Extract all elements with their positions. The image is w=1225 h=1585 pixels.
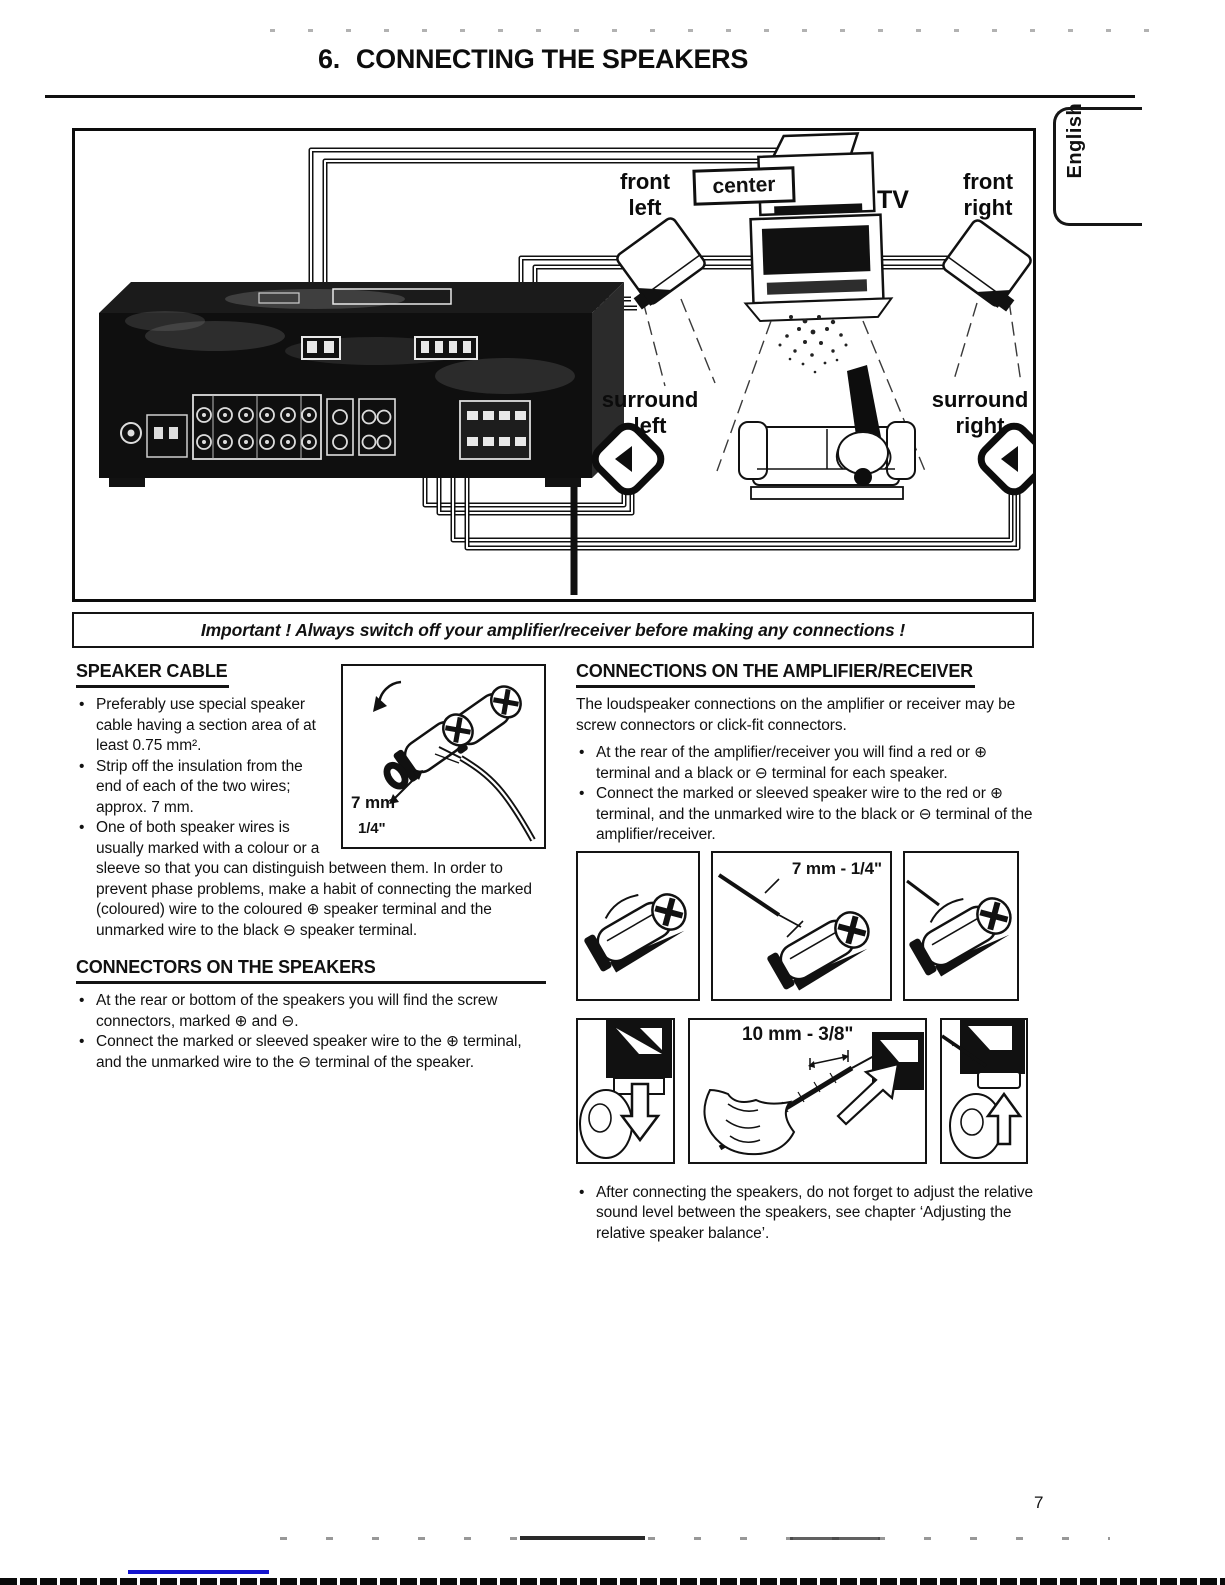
cable-strip-length-inch-label: 1/4"	[358, 819, 386, 837]
page-number: 7	[1034, 1493, 1044, 1512]
cable-strip-length-label: 7 mm	[351, 792, 396, 812]
label-front-right: front right	[962, 169, 1014, 220]
after-note	[576, 1183, 1034, 1245]
page-title	[318, 44, 748, 75]
figure-panel	[903, 851, 1019, 1001]
amplifier-rear-panel	[99, 282, 624, 487]
label-tv: TV	[877, 186, 909, 214]
screw-connector-figure	[576, 851, 1034, 1001]
connections-bullets	[576, 743, 1034, 846]
connections-intro: The loudspeaker connections on the amplifier or receiver may be screw connectors or click-fit connectors.	[576, 696, 1016, 734]
tv-with-center-speaker	[740, 132, 892, 321]
connectors-bullets	[76, 991, 546, 1073]
list-item: • One of both speaker wires is usually marked with a colour or a sleeve so that you can distinguish between them. In order to prevent phase problems, make a habit of connecting the marked (coloured) wire to the coloured ⊕ speaker terminal and the unmarked wire to the black ⊖ speaker terminal.	[76, 818, 546, 941]
important-notice: Important ! Always switch off your amplifier/receiver before making any connections !	[72, 612, 1034, 648]
right-column	[576, 660, 1034, 1244]
label-center: center	[692, 166, 795, 206]
language-tab-label: English	[1064, 102, 1086, 178]
clickfit-strip-length-label: 10 mm - 3/8"	[742, 1023, 854, 1045]
heading-connectors-on-speakers: CONNECTORS ON THE SPEAKERS	[76, 956, 546, 984]
figure-panel	[576, 851, 700, 1001]
list-item: • At the rear or bottom of the speakers you will find the screw connectors, marked ⊕ and ⊖.	[76, 991, 546, 1032]
heading-speaker-cable: SPEAKER CABLE	[76, 660, 229, 688]
list-item: • At the rear of the amplifier/receiver you will find a red or ⊕ terminal and a black or ⊖ terminal for each speaker.	[576, 743, 1034, 784]
speaker-cable-bullets	[76, 695, 546, 941]
scan-artifact	[280, 1537, 1110, 1540]
scan-artifact-top	[270, 29, 1170, 32]
list-item: • After connecting the speakers, do not forget to adjust the relative sound level between the speakers, see chapter ‘Adjusting the relative speaker balance’.	[576, 1183, 1034, 1245]
list-item: • Connect the marked or sleeved speaker wire to the red or ⊕ terminal, and the unmarked wire to the black or ⊖ terminal of the amplifier/receiver.	[576, 784, 1034, 846]
chapter-number: 6.	[318, 44, 340, 74]
figure-panel	[940, 1018, 1028, 1164]
sound-spray	[779, 315, 848, 373]
list-item: • Preferably use special speaker cable having a section area of at least 0.75 mm².	[76, 695, 546, 757]
title-rule	[45, 95, 1135, 98]
figure-panel-strip-length	[711, 851, 892, 1001]
left-column	[76, 660, 546, 1073]
scan-artifact-blue-line	[128, 1570, 269, 1574]
scan-artifact	[790, 1537, 880, 1540]
speaker-setup-diagram	[72, 128, 1036, 602]
list-item: • Strip off the insulation from the end of each of the two wires; approx. 7 mm.	[76, 757, 546, 819]
scan-artifact-bottom-edge	[0, 1578, 1225, 1585]
figure-panel	[576, 1018, 675, 1164]
chapter-title: CONNECTING THE SPEAKERS	[355, 44, 749, 74]
couch-with-listener	[739, 365, 915, 499]
label-surround-right: surround right	[931, 387, 1029, 438]
clickfit-connector-figure	[576, 1018, 1034, 1164]
section-connections-on-amplifier	[576, 660, 1034, 1244]
label-front-left: front left	[619, 169, 671, 220]
scan-artifact	[520, 1536, 645, 1540]
section-speaker-cable	[76, 660, 546, 941]
label-surround-left: surround left	[601, 387, 699, 438]
heading-connections-on-amplifier: CONNECTIONS ON THE AMPLIFIER/RECEIVER	[576, 660, 975, 688]
language-tab	[1053, 102, 1142, 226]
section-connectors-on-speakers	[76, 956, 546, 1073]
list-item: • Connect the marked or sleeved speaker wire to the ⊕ terminal, and the unmarked wire to the ⊖ terminal of the speaker.	[76, 1032, 546, 1073]
figure-panel-strip-length	[688, 1018, 927, 1164]
front-right-speaker	[941, 218, 1033, 313]
screw-strip-length-label: 7 mm - 1/4"	[791, 858, 882, 878]
